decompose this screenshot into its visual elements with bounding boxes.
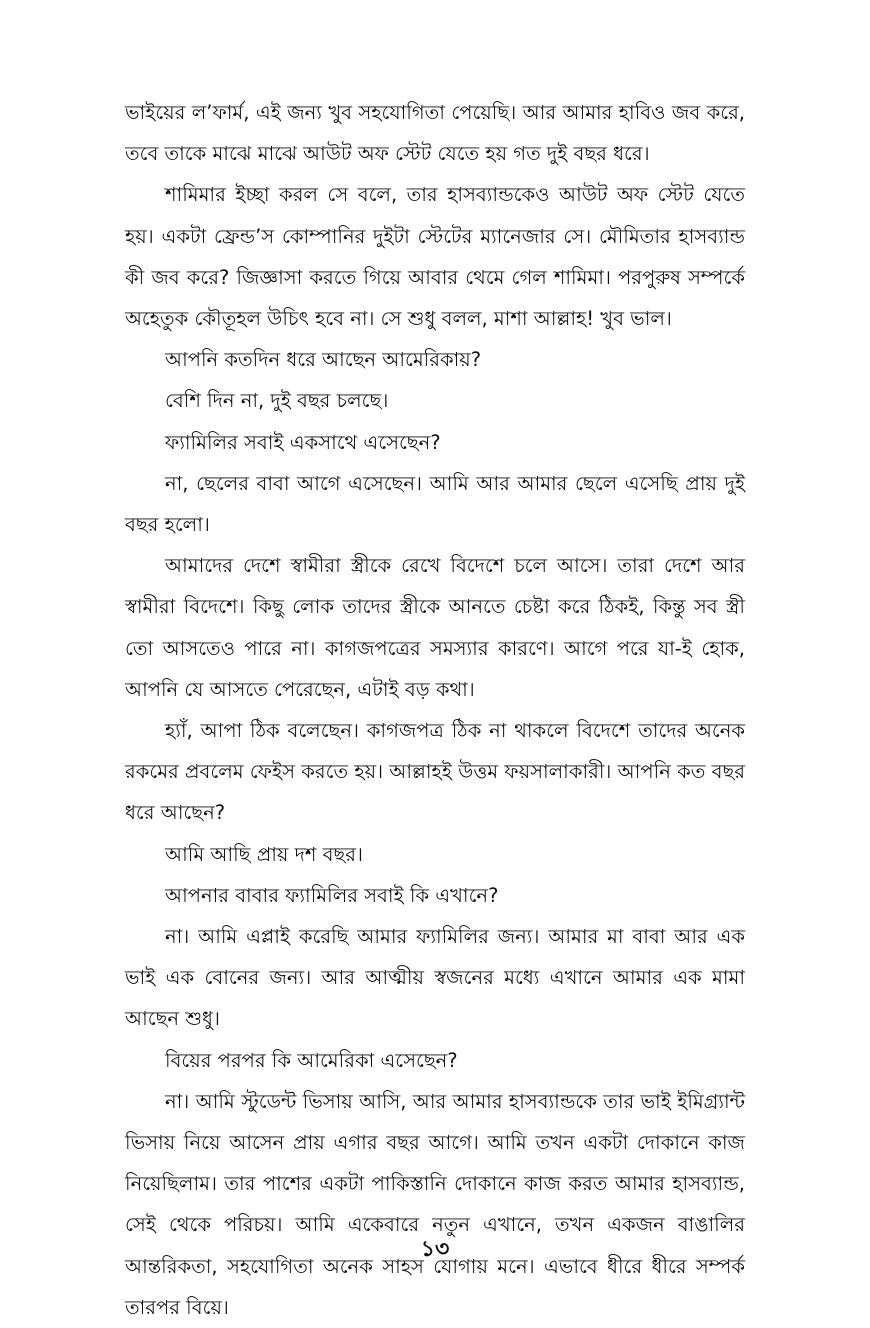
paragraph: শামিমার ইচ্ছা করল সে বলে, তার হাসব্যান্ডকেও আউট অফ স্টেট যেতে হয়। একটা ফ্রেন্ড’স কোম্পানির দুইটা স্টেটের ম্যানেজার সে। মৌমিতার হাসব্যান্ড কী জব করে? জিজ্ঞাসা করতে গিয়ে আবার থেমে গেল শামিমা। পরপুরুষ সম্পর্কে অহেতুক কৌতূহল উচিৎ হবে না। সে শুধু বলল, মাশা আল্লাহ! খুব ভাল।	[125, 183, 745, 331]
paragraph: আমি আছি প্রায় দশ বছর।	[165, 842, 363, 866]
page-number: ১৩	[420, 1237, 450, 1262]
paragraph: না, ছেলের বাবা আগে এসেছেন। আমি আর আমার ছেলে এসেছি প্রায় দুই বছর হলো।	[125, 471, 745, 537]
paragraph: ভাইয়ের ল’ফার্ম, এই জন্য খুব সহযোগিতা পেয়েছি। আর আমার হাবিও জব করে, তবে তাকে মাঝে মাঝে আউট অফ স্টেট যেতে হয় গত দুই বছর ধরে।	[125, 101, 745, 166]
paragraph: না। আমি স্টুডেন্ট ভিসায় আসি, আর আমার হাসব্যান্ডকে তার ভাই ইমিগ্র্যান্ট ভিসায় নিয়ে আসেন প্রায় এগার বছর আগে। আমি তখন একটা দোকানে কাজ নিয়েছিলাম। তার পাশের একটা পাকিস্তানি দোকানে কাজ করত আমার হাসব্যান্ড, সেই থেকে পরিচয়। আমি একেবারে নতুন এখানে, তখন একজন বাঙালির আন্তরিকতা, সহযোগিতা অনেক সাহস যোগায় মনে। এভাবে ধীরে ধীরে সম্পর্ক তারপর বিয়ে।	[125, 1089, 745, 1319]
paragraph: আপনার বাবার ফ্যামিলির সবাই কি এখানে?	[165, 883, 499, 907]
paragraph: না। আমি এপ্লাই করেছি আমার ফ্যামিলির জন্য। আমার মা বাবা আর এক ভাই এক বোনের জন্য। আর আত্মীয় স্বজনের মধ্যে এখানে আমার এক মামা আছেন শুধু।	[125, 925, 745, 1031]
paragraph: ফ্যামিলির সবাই একসাথে এসেছেন?	[165, 430, 441, 454]
paragraph: বিয়ের পরপর কি আমেরিকা এসেছেন?	[165, 1048, 458, 1072]
paragraph: আপনি কতদিন ধরে আছেন আমেরিকায়?	[165, 348, 482, 372]
page-body	[125, 92, 745, 1328]
paragraph: হ্যাঁ, আপা ঠিক বলেছেন। কাগজপত্র ঠিক না থাকলে বিদেশে তাদের অনেক রকমের প্রবলেম ফেইস করতে হয়। আল্লাহই উত্তম ফয়সালাকারী। আপনি কত বছর ধরে আছেন?	[125, 719, 745, 825]
paragraph: আমাদের দেশে স্বামীরা স্ত্রীকে রেখে বিদেশে চলে আসে। তারা দেশে আর স্বামীরা বিদেশে। কিছু লোক তাদের স্ত্রীকে আনতে চেষ্টা করে ঠিকই, কিন্তু সব স্ত্রী তো আসতেও পারে না। কাগজপত্রের সমস্যার কারণে। আগে পরে যা-ই হোক, আপনি যে আসতে পেরেছেন, এটাই বড় কথা।	[125, 554, 745, 701]
paragraph: বেশি দিন না, দুই বছর চলছে।	[165, 389, 389, 413]
